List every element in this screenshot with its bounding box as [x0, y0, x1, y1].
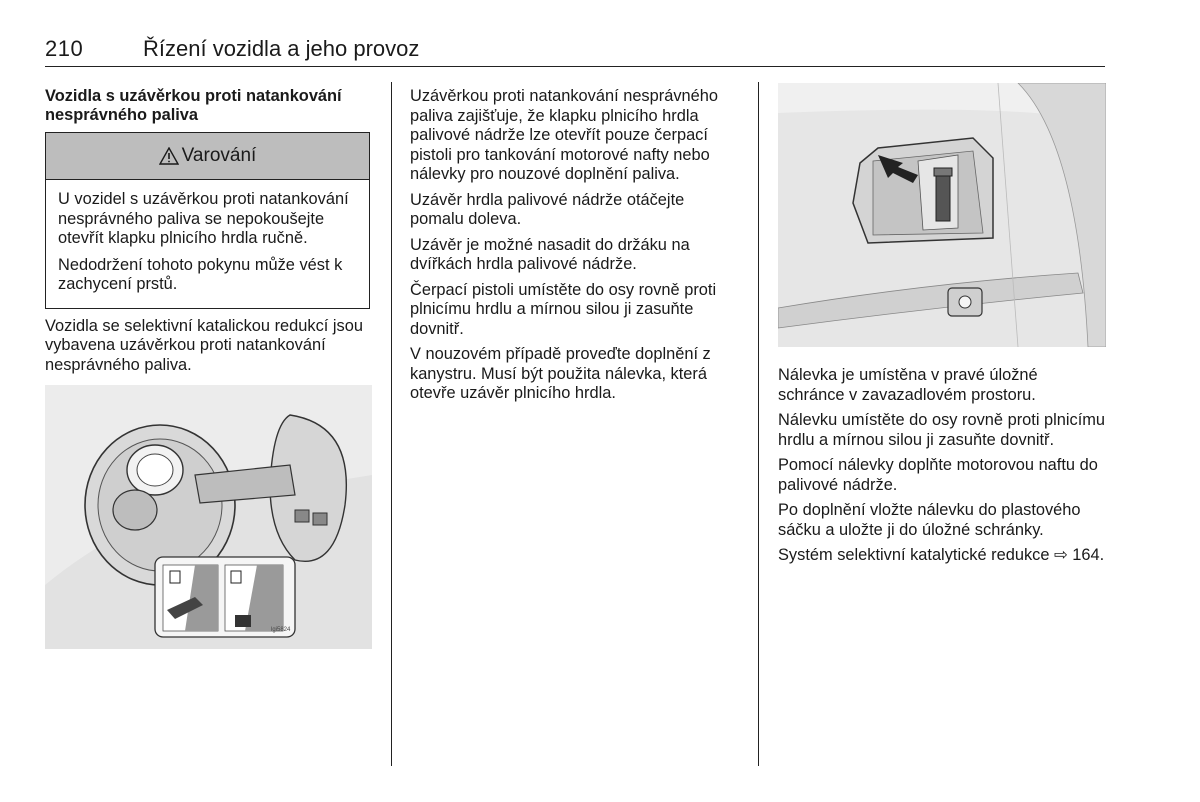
warning-title: Varování — [181, 145, 257, 166]
paragraph: Po doplnění vložte nálevku do plastového sáčku a uložte ji do úložné schránky. — [778, 501, 1081, 539]
page-number: 210 — [45, 36, 84, 61]
paragraph: Nálevka je umístěna v pravé úložné schránce v zavazadlovém prostoru. — [778, 366, 1038, 404]
column-divider — [391, 82, 392, 766]
column-left — [45, 87, 373, 649]
column-divider — [758, 82, 759, 766]
paragraph-with-reference: Systém selektivní katalytické redukce ⇨ 164. — [778, 546, 1105, 564]
paragraph: V nouzovém případě proveďte doplnění z kanystru. Musí být použita nálevka, která otevře uzávěr plnicího hrdla. — [410, 345, 711, 402]
section-subheading: Vozidla s uzávěrkou proti natankování nesprávného paliva — [45, 87, 342, 124]
header-rule — [45, 66, 1105, 67]
luggage-compartment-illustration — [778, 83, 1106, 347]
figure-code: lgi5824 — [271, 627, 291, 633]
warning-box — [45, 132, 370, 309]
paragraph: Uzávěr hrdla palivové nádrže otáčejte pomalu doleva. — [410, 190, 685, 228]
page-title: Řízení vozidla a jeho provoz — [143, 36, 420, 61]
fuel-filler-drawing — [45, 385, 372, 649]
warning-triangle-icon — [159, 147, 179, 165]
warning-text: U vozidel s uzávěrkou proti natankování nesprávného paliva se nepokoušejte otevřít klapku plnicího hrdla ručně. — [58, 190, 349, 247]
paragraph: Nálevku umístěte do osy rovně proti plnicímu hrdlu a mírnou silou ji zasuňte dovnitř. — [778, 411, 1106, 449]
paragraph: Čerpací pistoli umístěte do osy rovně proti plnicímu hrdlu a mírnou silou ji zasuňte dovnitř. — [410, 280, 717, 338]
luggage-compartment-drawing — [778, 83, 1106, 347]
column-middle — [410, 87, 740, 410]
warning-header — [46, 133, 369, 180]
warning-text: Nedodržení tohoto pokynu může vést k zachycení prstů. — [58, 255, 343, 293]
paragraph: Pomocí nálevky doplňte motorovou naftu do palivové nádrže. — [778, 456, 1098, 494]
column-right — [778, 83, 1108, 572]
warning-body — [46, 180, 369, 308]
paragraph: Uzávěrkou proti natankování nesprávného paliva zajišťuje, že klapku plnicího hrdla palivové nádrže lze otevřít pouze čerpací pistoli pro tankování motorové nafty nebo nálevky pro nouzové doplnění paliva. — [410, 87, 718, 183]
paragraph: Uzávěr je možné nasadit do držáku na dvířkách hrdla palivové nádrže. — [410, 235, 690, 273]
fuel-filler-flap-illustration — [45, 385, 372, 649]
paragraph: Vozidla se selektivní katalickou redukcí jsou vybavena uzávěrkou proti natankování nesprávného paliva. — [45, 316, 363, 374]
page-header — [45, 36, 1105, 64]
